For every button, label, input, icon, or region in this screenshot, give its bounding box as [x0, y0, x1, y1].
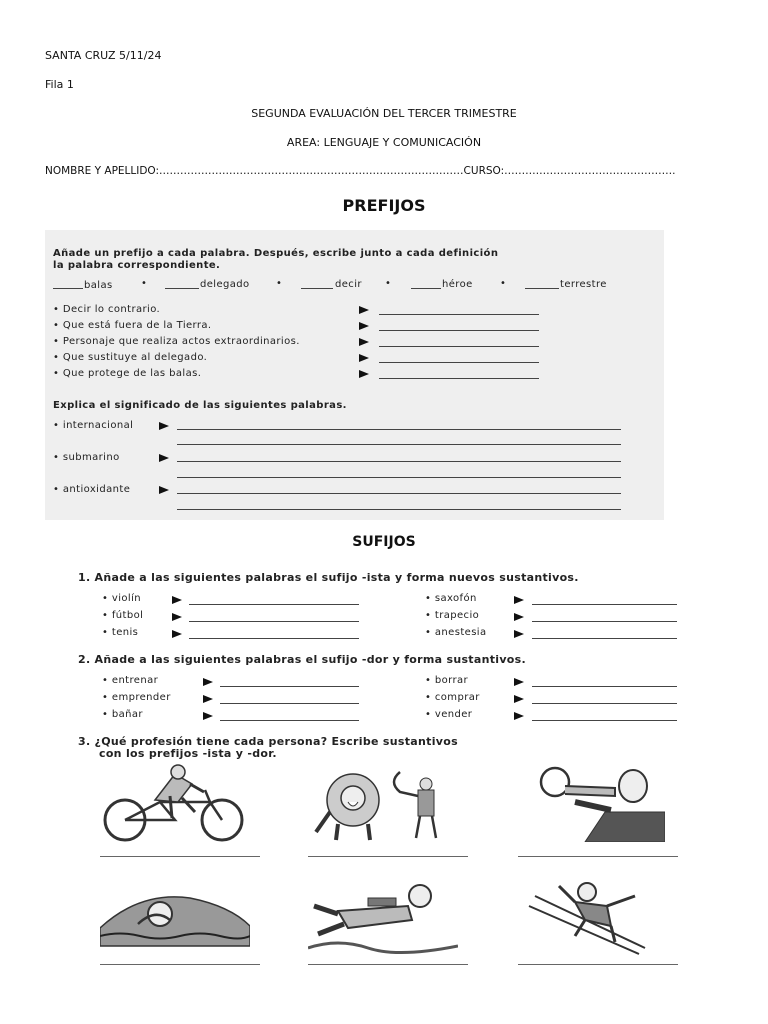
answer-line[interactable] — [308, 964, 468, 965]
answer-line[interactable] — [532, 638, 677, 639]
q2-word: comprar — [434, 692, 480, 703]
q1-right-item: • trapecio — [425, 610, 480, 621]
question-3-label-cont: con los prefijos -ista y -dor. — [99, 747, 277, 760]
answer-line[interactable] — [189, 604, 359, 605]
q1-right-item: • saxofón — [425, 593, 477, 604]
definition-text: Decir lo contrario. — [62, 304, 161, 315]
answer-line[interactable] — [379, 362, 539, 363]
definition-text: Que está fuera de la Tierra. — [62, 320, 212, 331]
bullet: • — [500, 278, 507, 289]
explain-word: antioxidante — [62, 484, 131, 495]
definition-item: • Que protege de las balas. — [53, 368, 202, 379]
definition-item: • Decir lo contrario. — [53, 304, 161, 315]
question-3-label: 3. ¿Qué profesión tiene cada persona? Escribe sustantivos — [78, 735, 458, 748]
word-delegado: delegado — [200, 279, 250, 290]
prefijos-title: PREFIJOS — [342, 196, 426, 215]
blank-line[interactable] — [301, 288, 333, 289]
q1-word: fútbol — [111, 610, 144, 621]
q2-left-item: • bañar — [102, 709, 143, 720]
bullet: • — [141, 278, 148, 289]
sufijos-title: SUFIJOS — [352, 534, 416, 550]
arrow-icon — [159, 486, 169, 494]
answer-line[interactable] — [379, 378, 539, 379]
definition-item: • Personaje que realiza actos extraordinarios. — [53, 336, 300, 347]
answer-line[interactable] — [379, 346, 539, 347]
cyclist-image — [100, 762, 250, 842]
definition-text: Que sustituye al delegado. — [62, 352, 208, 363]
answer-line[interactable] — [379, 330, 539, 331]
definition-item: • Que sustituye al delegado. — [53, 352, 208, 363]
arrow-icon — [514, 712, 524, 720]
lion-tamer-image — [308, 762, 458, 842]
prefijos-instruction-2: la palabra correspondiente. — [53, 260, 221, 271]
answer-line[interactable] — [100, 964, 260, 965]
q1-word: trapecio — [434, 610, 480, 621]
arrow-icon — [514, 630, 524, 638]
answer-line[interactable] — [220, 720, 359, 721]
explain-item: • submarino — [53, 452, 120, 463]
arrow-icon — [172, 596, 182, 604]
answer-line[interactable] — [532, 720, 677, 721]
answer-line[interactable] — [177, 477, 621, 478]
arrow-icon — [159, 422, 169, 430]
blank-line[interactable] — [525, 288, 559, 289]
answer-line[interactable] — [177, 429, 621, 430]
q2-right-item: • comprar — [425, 692, 480, 703]
q1-left-item: • fútbol — [102, 610, 144, 621]
answer-line[interactable] — [189, 638, 359, 639]
q2-word: vender — [434, 709, 473, 720]
arrow-icon — [172, 630, 182, 638]
question-2-label: 2. Añade a las siguientes palabras el sufijo -dor y forma sustantivos. — [78, 653, 526, 666]
q2-word: entrenar — [111, 675, 159, 686]
explain-item: • internacional — [53, 420, 134, 431]
q2-left-item: • entrenar — [102, 675, 159, 686]
definition-text: Personaje que realiza actos extraordinarios. — [62, 336, 300, 347]
blank-line[interactable] — [411, 288, 441, 289]
q2-right-item: • borrar — [425, 675, 469, 686]
arrow-icon — [359, 322, 369, 330]
answer-line[interactable] — [220, 686, 359, 687]
answer-line[interactable] — [518, 856, 678, 857]
q1-word: tenis — [111, 627, 139, 638]
place-date: SANTA CRUZ 5/11/24 — [45, 49, 162, 62]
blank-line[interactable] — [53, 288, 83, 289]
q2-word: borrar — [434, 675, 469, 686]
answer-line[interactable] — [177, 493, 621, 494]
answer-line[interactable] — [308, 856, 468, 857]
area-label: AREA: LENGUAJE Y COMUNICACIÓN — [286, 136, 482, 149]
swimmer-image — [100, 876, 250, 956]
evaluation-title: SEGUNDA EVALUACIÓN DEL TERCER TRIMESTRE — [251, 107, 517, 120]
arrow-icon — [359, 354, 369, 362]
q2-word: emprender — [111, 692, 171, 703]
arrow-icon — [514, 613, 524, 621]
word-heroe: héroe — [442, 279, 473, 290]
diver-image — [308, 876, 458, 956]
explain-instruction: Explica el significado de las siguientes palabras. — [53, 400, 347, 411]
explain-word: internacional — [62, 420, 134, 431]
word-terrestre: terrestre — [560, 279, 607, 290]
name-course-line: NOMBRE Y APELLIDO:……………………………………………………………………………CURSO:…………………………………………. — [45, 165, 676, 177]
question-1-label: 1. Añade a las siguientes palabras el sufijo -ista y forma nuevos sustantivos. — [78, 571, 579, 584]
answer-line[interactable] — [177, 461, 621, 462]
trumpet-player-image — [515, 762, 665, 842]
answer-line[interactable] — [532, 621, 677, 622]
bullet: • — [385, 278, 392, 289]
arrow-icon — [514, 678, 524, 686]
answer-line[interactable] — [189, 621, 359, 622]
q2-right-item: • vender — [425, 709, 473, 720]
arrow-icon — [203, 695, 213, 703]
answer-line[interactable] — [532, 686, 677, 687]
explain-word: submarino — [62, 452, 120, 463]
answer-line[interactable] — [177, 444, 621, 445]
bullet: • — [276, 278, 283, 289]
q1-word: anestesia — [434, 627, 487, 638]
arrow-icon — [514, 695, 524, 703]
row-label: Fila 1 — [45, 78, 74, 91]
answer-line[interactable] — [379, 314, 539, 315]
explain-item: • antioxidante — [53, 484, 131, 495]
word-decir: decir — [335, 279, 362, 290]
q2-word: bañar — [111, 709, 143, 720]
arrow-icon — [172, 613, 182, 621]
skier-image — [515, 876, 665, 956]
definition-text: Que protege de las balas. — [62, 368, 202, 379]
answer-line[interactable] — [177, 509, 621, 510]
q1-left-item: • violín — [102, 593, 141, 604]
word-balas: balas — [84, 280, 113, 291]
answer-line[interactable] — [220, 703, 359, 704]
q2-left-item: • emprender — [102, 692, 171, 703]
arrow-icon — [203, 678, 213, 686]
blank-line[interactable] — [165, 288, 199, 289]
arrow-icon — [203, 712, 213, 720]
answer-line[interactable] — [100, 856, 260, 857]
arrow-icon — [514, 596, 524, 604]
arrow-icon — [359, 306, 369, 314]
q1-right-item: • anestesia — [425, 627, 487, 638]
q1-word: saxofón — [434, 593, 477, 604]
arrow-icon — [359, 370, 369, 378]
prefijos-exercise — [45, 230, 664, 520]
arrow-icon — [359, 338, 369, 346]
answer-line[interactable] — [518, 964, 678, 965]
answer-line[interactable] — [532, 604, 677, 605]
prefijos-instruction-1: Añade un prefijo a cada palabra. Después, escribe junto a cada definición — [53, 248, 499, 259]
arrow-icon — [159, 454, 169, 462]
q1-word: violín — [111, 593, 141, 604]
q1-left-item: • tenis — [102, 627, 139, 638]
definition-item: • Que está fuera de la Tierra. — [53, 320, 212, 331]
answer-line[interactable] — [532, 703, 677, 704]
